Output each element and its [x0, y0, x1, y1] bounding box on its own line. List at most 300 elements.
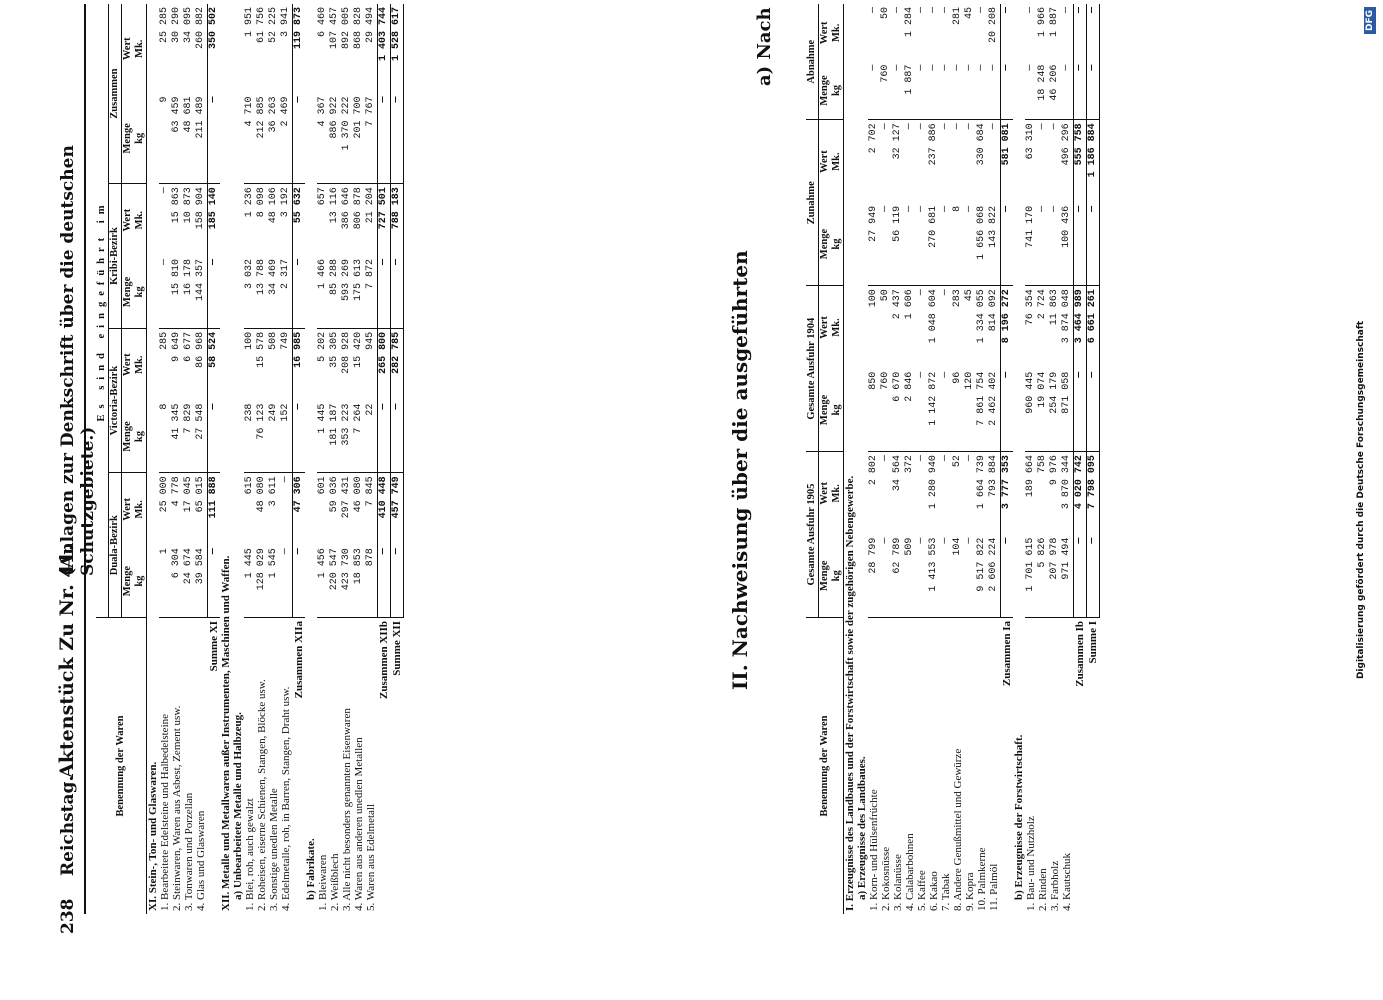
row-value: — [892, 7, 903, 14]
row-value: 4 778 [171, 473, 183, 545]
row-value: 386 646 [341, 184, 353, 256]
row-value: — [1025, 7, 1036, 14]
row-value: 760 [880, 371, 891, 390]
wert-label: Wert [122, 497, 133, 521]
row-value: 27 548 [195, 403, 206, 440]
menge-unit: kg [134, 286, 145, 298]
row-value: 850 [868, 371, 879, 390]
row-value: 1 701 615 [1025, 537, 1036, 592]
row-value: 7 264 [353, 403, 364, 434]
row-label: 1. Bearbeitete Edelsteine und Halbedelsteine [159, 618, 171, 915]
export-row [1037, 4, 1049, 914]
row-value: 211 489 [195, 96, 206, 139]
row-value: — [940, 7, 951, 14]
row-value: — [1037, 205, 1048, 212]
total-value: 410 448 [378, 473, 391, 545]
row-value: — [940, 537, 951, 544]
export-group-header: Abnahme [806, 4, 819, 120]
row-value: — [940, 205, 951, 212]
subheading-row [1013, 4, 1025, 914]
menge-header [122, 94, 147, 184]
row-value: — [1049, 120, 1061, 203]
row-value: 45 [964, 286, 976, 369]
row-value: 5 826 [1037, 537, 1048, 568]
row-value: 189 664 [1025, 452, 1037, 535]
subheading-row [232, 4, 244, 914]
row-value: 34 564 [892, 452, 904, 535]
grand-total-value: 457 749 [391, 473, 404, 545]
total-value: 58 524 [208, 328, 221, 400]
total-value: — [293, 94, 306, 184]
row-value: 86 968 [195, 328, 208, 400]
total-value: 185 140 [208, 184, 221, 256]
row-value: — [1049, 205, 1060, 212]
total-value: 8 196 272 [1001, 286, 1014, 369]
total-label: Zusammen XIIb [378, 618, 391, 915]
row-value: 10 873 [183, 184, 195, 256]
row-value: 270 681 [928, 205, 939, 248]
row-value: 8 [952, 205, 963, 212]
export-row [892, 4, 904, 914]
import-row [256, 4, 268, 914]
row-value: — [916, 205, 927, 212]
row-value: 878 [365, 548, 376, 567]
export-row [868, 4, 880, 914]
document-title: (Anlagen zur Denkschrift über die deutschen Schutzgebiete.) [58, 145, 98, 576]
total-label: Zusammen Ib [1074, 618, 1087, 915]
row-value: 1 456 [317, 548, 328, 579]
total-value: — [1001, 203, 1014, 286]
wert-header [122, 184, 147, 256]
row-value: 22 [365, 403, 376, 416]
row-value: 220 547 [329, 548, 340, 591]
row-value: 254 179 [1049, 371, 1060, 414]
total-value: 3 777 353 [1001, 452, 1014, 535]
row-value: 107 457 [329, 7, 340, 50]
page-number: 238 [58, 898, 78, 934]
row-value: 48 080 [256, 473, 268, 545]
wert-unit: Mk. [134, 500, 145, 519]
export-total-row [1001, 4, 1014, 914]
row-value: 46 080 [353, 473, 365, 545]
subheading-row [856, 4, 868, 914]
total-value: — [378, 256, 391, 328]
row-label: 2. Roheisen, eiserne Schienen, Stangen, Blöcke usw. [256, 618, 268, 915]
row-label: 2. Steinwaren, Waren aus Asbest, Zement usw. [171, 618, 183, 915]
wert-header [819, 4, 844, 62]
grand-total-value: — [391, 401, 404, 473]
row-label: 3. Kolanüsse [892, 618, 904, 915]
row-value: 16 178 [183, 259, 194, 296]
total-value: 47 306 [293, 473, 306, 545]
row-value: 657 [317, 184, 329, 256]
row-value: — [916, 7, 927, 14]
row-value: 21 204 [365, 184, 378, 256]
row-value: 15 863 [171, 184, 183, 256]
row-value: — [880, 537, 891, 544]
import-row [280, 4, 293, 914]
import-row [195, 4, 208, 914]
menge-header [122, 256, 147, 328]
menge-label: Menge [122, 565, 133, 597]
section-subheading: a) Unbearbeitete Metalle und Halbzeug. [232, 712, 244, 900]
row-value: — [280, 473, 293, 545]
row-value: 48 106 [268, 184, 280, 256]
region-header: Victoria-Bezirk [109, 328, 122, 473]
total-value: 555 758 [1074, 120, 1087, 203]
row-value: 1 280 940 [928, 452, 940, 535]
total-value: — [208, 256, 221, 328]
row-value: 2 724 [1037, 286, 1049, 369]
menge-label: Menge [819, 75, 830, 106]
export-row [880, 4, 892, 914]
menge-header [819, 535, 844, 618]
export-row [904, 4, 916, 914]
row-label: 1. Bau- und Nutzholz [1025, 618, 1037, 915]
total-value: 119 873 [293, 4, 306, 94]
digitization-note: Digitalisierung gefördert durch die Deutsche Forschungsgemeinschaft [1356, 320, 1366, 680]
row-value: 15 578 [256, 328, 268, 400]
row-value: 806 878 [353, 184, 365, 256]
wert-label: Wert [819, 150, 830, 173]
dfg-logo: DFG [1364, 7, 1376, 34]
import-row [317, 4, 329, 914]
menge-label: Menge [122, 276, 133, 308]
row-value: 96 [952, 371, 963, 384]
row-value: — [1061, 64, 1072, 71]
section-2-title: II. Nachweisung über die ausgeführten [728, 250, 752, 690]
import-row [244, 4, 256, 914]
row-value: — [964, 537, 975, 544]
row-value: 9 517 822 [976, 537, 987, 592]
row-value: — [976, 64, 987, 71]
row-value: 212 885 [256, 96, 267, 139]
row-value: 353 223 [341, 403, 352, 446]
row-value: — [940, 452, 952, 535]
grand-total-value: — [1087, 4, 1100, 62]
total-value: — [1074, 535, 1087, 618]
row-value: 29 494 [365, 7, 376, 44]
row-value: — [964, 452, 976, 535]
row-value: 13 116 [329, 184, 341, 256]
row-value: 104 [952, 537, 963, 556]
total-value: 111 888 [208, 473, 221, 545]
wert-label: Wert [122, 353, 133, 377]
total-value: 55 632 [293, 184, 306, 256]
row-value: 208 928 [341, 328, 353, 400]
row-value: 6 670 [892, 371, 903, 402]
row-value: 1 048 604 [928, 286, 940, 369]
row-value: — [928, 64, 939, 71]
export-group-header: Zunahme [806, 120, 819, 286]
row-value: 175 613 [353, 259, 364, 302]
row-value: — [916, 537, 927, 544]
menge-header [819, 203, 844, 286]
row-value: 260 882 [195, 7, 206, 50]
row-value: — [904, 205, 915, 212]
row-value: 85 288 [329, 259, 340, 296]
import-total-row [208, 4, 221, 914]
row-value: 285 [159, 328, 171, 400]
total-value: 265 800 [378, 328, 391, 400]
row-value: 1 [159, 548, 170, 555]
total-value: 581 081 [1001, 120, 1014, 203]
row-value: 509 [904, 537, 915, 556]
section-2-subtitle: a) Nach [754, 7, 775, 86]
row-value: 1 334 055 [976, 286, 988, 369]
row-value: — [976, 7, 987, 14]
row-value: 237 886 [928, 120, 940, 203]
row-value: — [868, 64, 879, 71]
row-label: 4. Waren aus anderen unedlen Metallen [353, 618, 365, 915]
total-label: Zusammen Ia [1001, 618, 1014, 915]
export-row [940, 4, 952, 914]
imports-group-header: Es sind eingeführt im [96, 4, 109, 618]
menge-label: Menge [122, 123, 133, 154]
row-value: 19 074 [1037, 371, 1048, 408]
section-heading-row [220, 4, 232, 914]
row-value: 9 976 [1049, 452, 1061, 535]
wert-label: Wert [819, 316, 830, 339]
row-value: 52 [952, 452, 964, 535]
row-value: 4 710 [244, 96, 255, 127]
row-value: — [940, 286, 952, 369]
row-value: 39 584 [195, 548, 206, 585]
total-label: Summe XI [208, 618, 221, 915]
row-value: — [916, 371, 927, 378]
grand-total-value: 788 183 [391, 184, 404, 256]
export-grand-total-row [1087, 4, 1100, 914]
row-value: 1 466 [317, 259, 328, 290]
row-value: 601 [317, 473, 329, 545]
import-table [96, 4, 404, 914]
row-value: 2 317 [280, 259, 291, 290]
row-label: 3. Sonstige unedlen Metalle [268, 618, 280, 915]
row-value: 7 845 [365, 473, 378, 545]
row-value: 2 462 402 [988, 371, 999, 426]
menge-unit: kg [134, 430, 145, 443]
total-value: — [208, 401, 221, 473]
total-value: 3 464 989 [1074, 286, 1087, 369]
row-value: — [880, 120, 892, 203]
row-value: 27 949 [868, 205, 879, 242]
row-value: 4 367 [317, 96, 328, 127]
row-value: 24 674 [183, 548, 194, 585]
row-value: 35 305 [329, 328, 341, 400]
row-value: 152 [280, 403, 291, 422]
grand-total-value: 1 186 884 [1087, 120, 1100, 203]
total-value: — [208, 94, 221, 184]
wert-label: Wert [122, 208, 133, 232]
row-value: — [940, 371, 951, 378]
total-value: 350 502 [208, 4, 221, 94]
row-value: — [952, 64, 963, 71]
import-row [183, 4, 195, 914]
row-value: — [916, 120, 928, 203]
row-value: 3 611 [268, 473, 280, 545]
row-label: 3. Alle nicht besonders genannten Eisenwaren [341, 618, 353, 915]
wert-unit: Mk. [831, 318, 842, 337]
row-value: 1 887 [904, 64, 915, 95]
total-value: — [1001, 535, 1014, 618]
row-value: 330 684 [976, 120, 988, 203]
row-value: 63 459 [171, 96, 182, 133]
row-value: — [159, 184, 171, 256]
row-value: 1 545 [268, 548, 279, 579]
total-label: Zusammen XIIa [293, 618, 306, 915]
row-value: 76 123 [256, 403, 267, 440]
wert-label: Wert [122, 37, 133, 61]
grand-total-value: — [391, 256, 404, 328]
row-value: 61 756 [256, 7, 267, 44]
row-value: — [880, 205, 891, 212]
row-value: 2 437 [892, 286, 904, 369]
row-value: 41 345 [171, 403, 182, 440]
row-label: 9. Kopra [964, 618, 976, 915]
row-label: 8. Andere Genußmittel und Gewürze [952, 618, 964, 915]
row-value: — [1037, 120, 1049, 203]
menge-unit: kg [831, 570, 842, 582]
row-label: 3. Farbholz [1049, 618, 1061, 915]
grand-total-value: — [391, 545, 404, 617]
import-row [365, 4, 378, 914]
menge-unit: kg [831, 238, 842, 250]
grand-total-value: — [1087, 369, 1100, 452]
total-value: 1 403 744 [378, 4, 391, 94]
row-value: 1 887 [1049, 7, 1060, 38]
row-value: 34 095 [183, 7, 194, 44]
total-value: — [208, 545, 221, 617]
col-name-header-2: Benennung der Waren [806, 618, 844, 915]
wert-header [122, 328, 147, 400]
row-value: 9 [159, 96, 170, 103]
row-value: 50 [880, 7, 891, 20]
total-value: — [378, 401, 391, 473]
row-value: 283 [952, 286, 964, 369]
export-row [916, 4, 928, 914]
wert-header [122, 473, 147, 545]
row-value: — [964, 120, 976, 203]
row-value: 6 677 [183, 328, 195, 400]
row-value: 34 469 [268, 259, 279, 296]
row-value: 20 208 [988, 7, 999, 44]
grand-total-label: Summe XII [391, 618, 404, 915]
wert-unit: Mk. [831, 23, 842, 42]
row-value: 18 853 [353, 548, 364, 585]
row-label: 1. Korn- und Hülsenfrüchte [868, 618, 880, 915]
row-value: 207 978 [1049, 537, 1060, 580]
import-row [329, 4, 341, 914]
row-value: 46 206 [1049, 64, 1060, 101]
row-value: 100 436 [1061, 205, 1072, 248]
total-value: 16 985 [293, 328, 306, 400]
total-value: — [293, 545, 306, 617]
row-value: 158 904 [195, 184, 208, 256]
row-value: 1 445 [317, 403, 328, 434]
row-label: 6. Kakao [928, 618, 940, 915]
grand-total-value: 7 798 095 [1087, 452, 1100, 535]
row-value: 1 606 [904, 286, 916, 369]
header-rule [84, 4, 86, 914]
region-header: Kribi-Bezirk [109, 184, 122, 329]
row-value: 11 863 [1049, 286, 1061, 369]
row-value: 7 861 754 [976, 371, 987, 426]
row-value: 17 045 [183, 473, 195, 545]
row-value: 741 170 [1025, 205, 1036, 248]
total-value: — [1074, 203, 1087, 286]
row-label: 5. Waren aus Edelmetall [365, 618, 378, 915]
row-value: — [159, 259, 170, 266]
row-value: 945 [365, 328, 378, 400]
wert-header [819, 120, 844, 203]
row-value: 1 951 [244, 7, 255, 38]
row-value: 144 357 [195, 259, 206, 302]
row-value: 15 810 [171, 259, 182, 296]
import-total-row [293, 4, 306, 914]
wert-label: Wert [819, 481, 830, 505]
row-value: 2 702 [868, 120, 880, 203]
row-value: 48 681 [183, 96, 194, 133]
wert-unit: Mk. [831, 484, 842, 503]
row-value: 76 354 [1025, 286, 1037, 369]
wert-unit: Mk. [134, 355, 145, 374]
region-header: Duala-Bezirk [109, 473, 122, 618]
row-value: — [916, 286, 928, 369]
row-value: 52 225 [268, 7, 279, 44]
row-value: 749 [280, 328, 293, 400]
row-value: 5 202 [317, 328, 329, 400]
row-value: — [928, 7, 939, 14]
section-subheading: b) Fabrikate. [305, 838, 317, 900]
row-value: — [964, 205, 975, 212]
row-value: 886 922 [329, 96, 340, 139]
export-row [976, 4, 988, 914]
row-value: 2 802 [868, 452, 880, 535]
row-value: 15 420 [353, 328, 365, 400]
row-value: 238 [244, 403, 255, 422]
total-value: 4 020 742 [1074, 452, 1087, 535]
row-value: 971 494 [1061, 537, 1072, 580]
export-total-row [1074, 4, 1087, 914]
export-row [988, 4, 1001, 914]
row-value: 297 431 [341, 473, 353, 545]
total-value: — [1001, 4, 1014, 62]
grand-total-value: — [391, 94, 404, 184]
row-value: — [940, 120, 952, 203]
import-row [171, 4, 183, 914]
row-value: 8 [159, 403, 170, 410]
total-value: — [293, 401, 306, 473]
menge-unit: kg [134, 575, 145, 587]
total-value: — [378, 545, 391, 617]
wert-unit: Mk. [134, 210, 145, 230]
row-value: 2 846 [904, 371, 915, 402]
import-row [341, 4, 353, 914]
row-value: 758 [1037, 452, 1049, 535]
total-value: — [1074, 369, 1087, 452]
grand-total-value: — [1087, 62, 1100, 120]
row-value: 143 822 [988, 205, 999, 248]
row-value: 423 730 [341, 548, 352, 591]
menge-header [819, 62, 844, 120]
row-value: 100 [868, 286, 880, 369]
row-value: — [940, 64, 951, 71]
total-value: — [1074, 62, 1087, 120]
row-value: 8 098 [256, 184, 268, 256]
row-label: 1. Blei, roh, auch gewalzt [244, 618, 256, 915]
grand-total-value: 1 528 617 [391, 4, 404, 94]
row-value: 1 236 [244, 184, 256, 256]
